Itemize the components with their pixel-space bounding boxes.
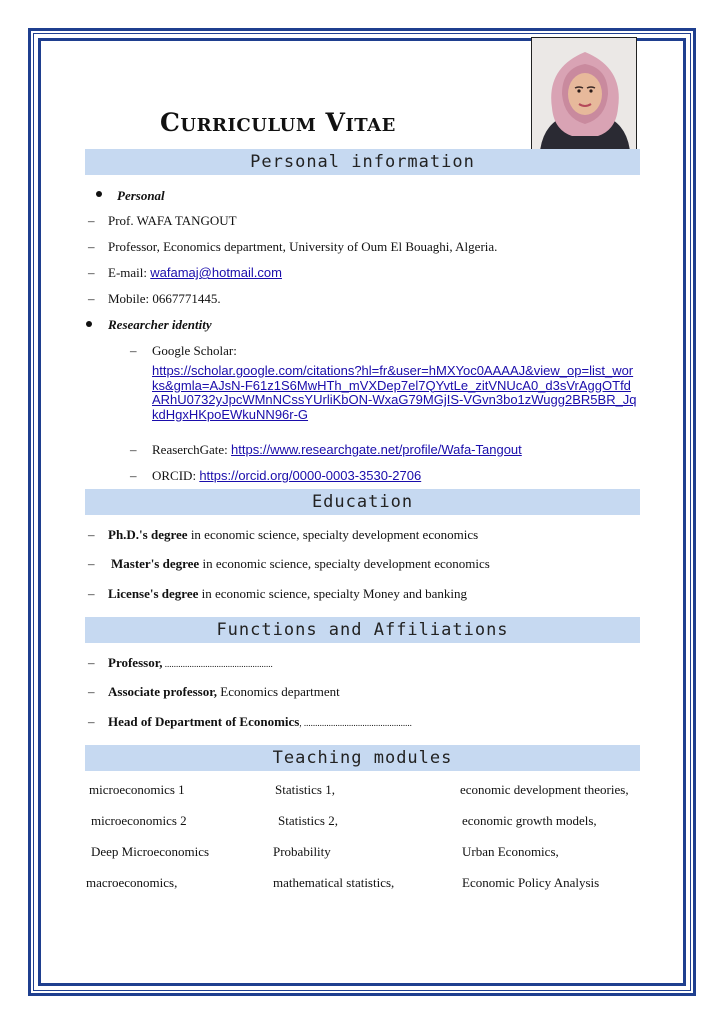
- researcher-heading: Researcher identity: [108, 317, 212, 332]
- function-item: [108, 684, 340, 700]
- function-detail: Economics department: [217, 684, 340, 699]
- education-item: [108, 527, 478, 543]
- person-position: Professor, Economics department, University of Oum El Bouaghi, Algeria.: [108, 239, 498, 254]
- degree-name: License's degree: [108, 586, 199, 601]
- education-item: [111, 556, 490, 572]
- function-item: [108, 714, 412, 730]
- module-item: macroeconomics,: [86, 875, 178, 890]
- cv-title: Curriculum Vitae: [160, 108, 396, 137]
- researchgate-label: ReaserchGate:: [152, 442, 232, 457]
- dash-icon: –: [88, 291, 95, 306]
- section-functions-affiliations: Functions and Affiliations: [85, 617, 640, 643]
- function-detail: ................................................: [162, 659, 273, 669]
- researchgate-line: [152, 442, 522, 458]
- function-title: Associate professor,: [108, 684, 218, 699]
- section-personal-information: Personal information: [85, 149, 640, 175]
- dash-icon: –: [88, 684, 95, 699]
- module-item: Statistics 2,: [278, 813, 338, 828]
- person-name: Prof. WAFA TANGOUT: [108, 213, 237, 228]
- dash-icon: –: [88, 213, 95, 228]
- dash-icon: –: [88, 586, 95, 601]
- function-title: Head of Department of Economics: [108, 714, 300, 729]
- function-detail: , ................................................: [299, 718, 412, 728]
- dash-icon: –: [88, 239, 95, 254]
- module-item: microeconomics 1: [89, 782, 185, 797]
- bullet-icon: [96, 191, 102, 197]
- education-item: [108, 586, 467, 602]
- degree-detail: in economic science, specialty development economics: [187, 527, 479, 542]
- dash-icon: –: [88, 655, 95, 670]
- degree-detail: in economic science, specialty development economics: [199, 556, 490, 571]
- researchgate-link[interactable]: https://www.researchgate.net/profile/Wafa-Tangout: [231, 442, 522, 457]
- dash-icon: –: [88, 265, 95, 280]
- module-item: economic development theories,: [460, 782, 629, 797]
- dash-icon: –: [130, 343, 137, 358]
- orcid-link[interactable]: https://orcid.org/0000-0003-3530-2706: [199, 468, 422, 483]
- mobile-number: Mobile: 0667771445.: [108, 291, 221, 306]
- email-link[interactable]: wafamaj@hotmail.com: [150, 265, 282, 280]
- dash-icon: –: [130, 442, 137, 457]
- personal-heading: Personal: [117, 188, 165, 203]
- dash-icon: –: [130, 468, 137, 483]
- function-item: [108, 655, 273, 671]
- module-item: Economic Policy Analysis: [462, 875, 600, 890]
- module-item: microeconomics 2: [91, 813, 187, 828]
- degree-detail: in economic science, specialty Money and banking: [198, 586, 467, 601]
- module-item: Urban Economics,: [462, 844, 559, 859]
- portrait-image: [532, 38, 637, 150]
- module-item: Deep Microeconomics: [91, 844, 210, 859]
- module-item: Statistics 1,: [275, 782, 335, 797]
- bullet-icon: [86, 321, 92, 327]
- section-education: Education: [85, 489, 640, 515]
- degree-name: Master's degree: [111, 556, 200, 571]
- function-title: Professor,: [108, 655, 163, 670]
- module-item: Probability: [273, 844, 331, 859]
- degree-name: Ph.D.'s degree: [108, 527, 188, 542]
- module-item: economic growth models,: [462, 813, 597, 828]
- google-scholar-label: Google Scholar:: [152, 343, 237, 358]
- email-label: E-mail:: [108, 265, 151, 280]
- module-item: mathematical statistics,: [273, 875, 395, 890]
- profile-photo: [531, 37, 637, 150]
- email-line: [108, 265, 282, 281]
- dash-icon: –: [88, 556, 95, 571]
- section-teaching-modules: Teaching modules: [85, 745, 640, 771]
- dash-icon: –: [88, 527, 95, 542]
- google-scholar-link[interactable]: https://scholar.google.com/citations?hl=fr&user=hMXYoc0AAAAJ&view_op=list_works&gmla=AJsN-F61z1S6MwHTh_mVXDep7el7QYvtLe_zitVNUcA0_d3sVrAggOTfdARhU0732yJpcWMnNCssYUrliKbON-WxaG79MGjIS-VGvn3bo1zWugg2BR5BR_JqkdHgxHKpoEWkuNN96r-G: [152, 363, 637, 422]
- orcid-line: [152, 468, 421, 484]
- orcid-label: ORCID:: [152, 468, 200, 483]
- dash-icon: –: [88, 714, 95, 729]
